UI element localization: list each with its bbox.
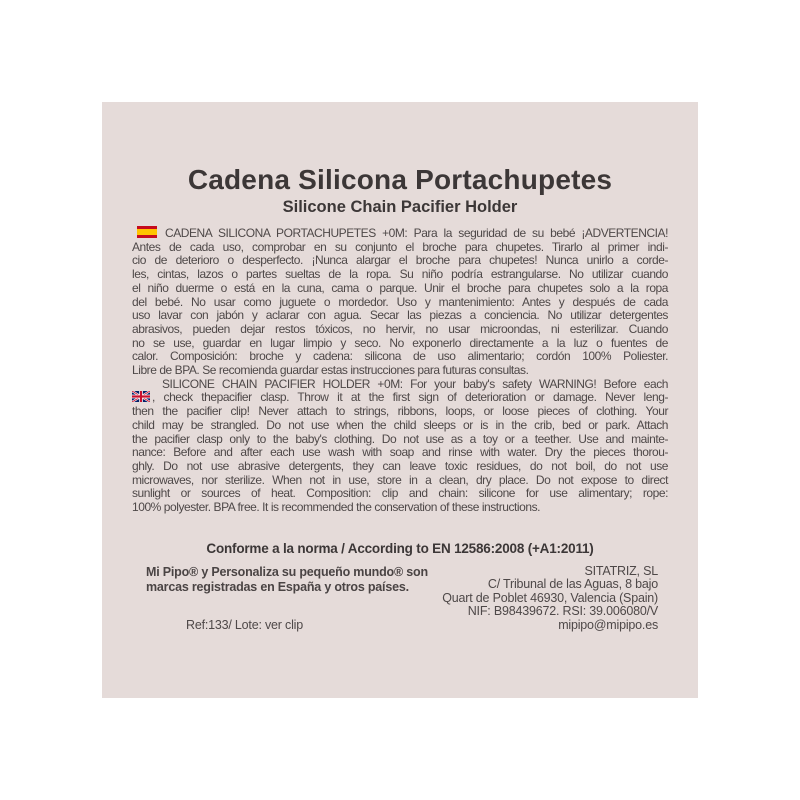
instruction-line: les, cintas, lazos o partes sueltas de la ropa. Su niño podría estrangularse. No utilizar cuando (132, 267, 668, 282)
footer-left (146, 565, 428, 633)
compliance-note: Conforme a la norma / According to EN 12586:2008 (+A1:2011) (206, 540, 594, 556)
spain-flag-icon (137, 226, 157, 238)
instruction-line: uso lavar con jabón y aclarar con agua. Secar las piezas a conciencia. No utilizar detergentes (132, 308, 668, 323)
instruction-line: ghly. Do not use abrasive detergents, they can leave toxic residues, do not boil, do not use (132, 458, 668, 473)
instruction-line: del bebé. No usar como juguete o mordedor. Uso y mantenimiento: Antes y después de cada (132, 294, 668, 309)
page-title: Cadena Silicona Portachupetes (187, 164, 613, 195)
instruction-line: SILICONE CHAIN PACIFIER HOLDER +0M: For your baby's safety WARNING! Before each (162, 376, 668, 391)
footer (146, 565, 668, 633)
trademark-line: marcas registradas en España y otros países. (146, 579, 409, 594)
page-subtitle: Silicone Chain Pacifier Holder (282, 198, 518, 216)
label-panel (102, 102, 698, 698)
instruction-line: el niño duerme o está en la cuna, cama o parque. Unir el broche para chupetes solo a la ropa (132, 280, 668, 295)
instruction-line: , check thepacifier clasp. Throw it at the first sign of deterioration or damage. Never leng- (132, 391, 668, 405)
trademark-notice (146, 565, 428, 595)
instruction-line: Libre de BPA. Se recomienda guardar estas instrucciones para futuras consultas. (132, 363, 529, 378)
instruction-line: Antes de cada uso, comprobar en su conjunto el broche para chupetes. Tirarlo al primer indi- (132, 239, 668, 254)
company-address-line: SITATRIZ, SL (584, 563, 658, 578)
company-address-line: Quart de Poblet 46930, Valencia (Spain) (442, 590, 658, 605)
instruction-line: microwaves, nor sterilize. When not in use, store in a clean, dry place. Do not expose to direct (132, 472, 668, 487)
instruction-line: nance: Before and after each use wash with soap and rinse with water. Dry the pieces thorou- (132, 445, 668, 460)
instruction-line: calor. Composición: broche y cadena: silicona de uso alimentario; cordón 100% Poliester. (132, 349, 668, 364)
instruction-line: cio de deterioro o desperfecto. ¡Nunca alargar el broche para chupetes! Nunca unirlo a corde- (132, 253, 668, 268)
instructions-paragraph-es (132, 226, 668, 378)
instruction-line: abrasivos, pueden dejar restos tóxicos, no hervir, no usar microondas, ni esterilizar. Cuando (132, 321, 668, 336)
trademark-line: Mi Pipo® y Personaliza su pequeño mundo® son (146, 564, 428, 579)
instructions-paragraph-en (132, 378, 668, 515)
instructions-block (132, 226, 668, 515)
company-address-line: C/ Tribunal de las Aguas, 8 bajo (487, 577, 658, 592)
instruction-line: the pacifier clasp only to the baby's clothing. Do not use as a toy or a teether. Use and mainte- (132, 431, 668, 446)
instruction-line: child may be strangled. Do not use when the child sleeps or is in the crib, bed or park. Attach (132, 417, 668, 432)
instruction-line: 100% polyester. BPA free. It is recommended the conservation of these instructions. (132, 500, 540, 515)
ref-lot-line: Ref:133/ Lote: ver clip (186, 617, 303, 632)
uk-flag-icon (132, 391, 150, 402)
company-address-block (442, 565, 668, 633)
instruction-line: sunlight or sources of heat. Composition: clip and chain: silicone for use alimentary; rope: (132, 486, 668, 501)
instruction-line: then the pacifier clip! Never attach to strings, ribbons, loops, or loose pieces of clothing. Your (132, 404, 668, 419)
company-address-line: NIF: B98439672. RSI: 39.006080/V (467, 604, 658, 619)
instruction-line: no se use, guardar en lugar limpio y seco. No exponerlo directamente a la luz o fuentes de (132, 335, 668, 350)
instruction-line: CADENA SILICONA PORTACHUPETES +0M: Para la seguridad de su bebé ¡ADVERTENCIA! (132, 226, 668, 241)
company-address-line: mipipo@mipipo.es (558, 617, 658, 632)
